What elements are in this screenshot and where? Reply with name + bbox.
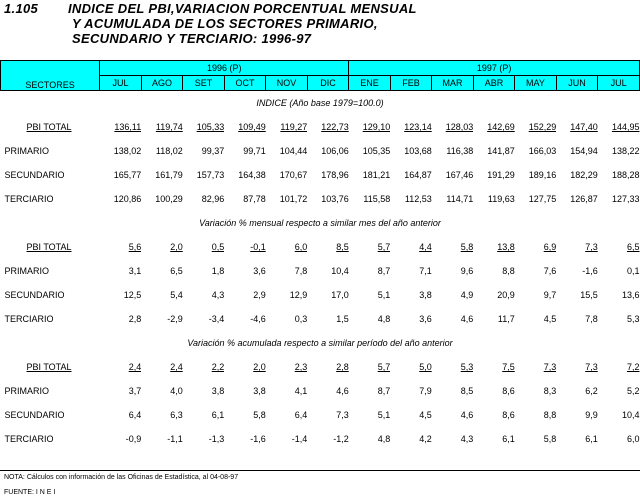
table-cell: -1,6: [582, 266, 598, 276]
table-cell: 178,96: [321, 170, 349, 180]
table-cell: -1,3: [208, 434, 225, 444]
row-label: PBI TOTAL: [26, 362, 72, 372]
table-cell: 166,03: [528, 146, 557, 156]
table-cell: 115,58: [363, 194, 391, 204]
table-cell: 6,9: [543, 242, 557, 252]
table-cell: 144,95: [611, 122, 640, 132]
table-cell: 138,02: [113, 146, 142, 156]
table-cell: 4,2: [419, 434, 432, 444]
table-row: [1, 187, 640, 211]
table-cell: 5,3: [460, 362, 474, 372]
table-cell: 6,1: [502, 434, 515, 444]
table-cell: 3,6: [253, 266, 266, 276]
table-cell: -3,4: [208, 314, 225, 324]
row-label: TERCIARIO: [4, 434, 54, 444]
table-cell: 4,5: [543, 314, 557, 324]
table-cell: 119,74: [155, 122, 183, 132]
table-cell: 8,3: [543, 386, 557, 396]
pbi-table: [0, 60, 640, 451]
section-title: INDICE (Año base 1979=100.0): [256, 98, 384, 108]
row-label: TERCIARIO: [4, 194, 54, 204]
table-row: [1, 115, 640, 139]
table-cell: 9,9: [585, 410, 598, 420]
section-title-row: [1, 331, 640, 355]
table-cell: 136,11: [114, 122, 142, 132]
table-row: [1, 355, 640, 379]
table-cell: 122,73: [321, 122, 349, 132]
table-cell: 119,27: [280, 122, 308, 132]
table-cell: 4,8: [377, 314, 391, 324]
table-cell: 170,67: [279, 170, 308, 180]
table-cell: 8,5: [336, 242, 349, 252]
table-cell: 2,8: [128, 314, 142, 324]
table-cell: 5,3: [626, 314, 640, 324]
table-cell: 105,33: [196, 122, 225, 132]
table-cell: 5,4: [170, 290, 183, 300]
table-cell: 8,7: [377, 386, 391, 396]
table-cell: 154,94: [570, 146, 598, 156]
table-cell: 17,0: [331, 290, 349, 300]
row-label: PRIMARIO: [4, 266, 50, 276]
table-cell: 4,6: [336, 386, 349, 396]
table-cell: 4,6: [460, 410, 474, 420]
document-title: [4, 1, 417, 46]
table-cell: 105,35: [362, 146, 391, 156]
table-cell: 4,3: [211, 290, 225, 300]
section-title: Variación % mensual respecto a similar mes del año anterior: [199, 218, 441, 228]
table-cell: 4,0: [170, 386, 183, 396]
table-cell: 4,6: [460, 314, 474, 324]
header-month: OCT: [224, 76, 266, 91]
table-cell: 181,21: [362, 170, 391, 180]
row-label: SECUNDARIO: [4, 170, 65, 180]
section-title-row: [1, 91, 640, 116]
header-month: NOV: [266, 76, 308, 91]
table-cell: 7,5: [502, 362, 515, 372]
table-cell: 8,6: [502, 386, 515, 396]
table-cell: 7,3: [585, 242, 598, 252]
table-row: [1, 403, 640, 427]
table-cell: 8,8: [543, 410, 557, 420]
table-cell: 5,8: [253, 410, 266, 420]
table-cell: 147,40: [570, 122, 598, 132]
row-label: SECUNDARIO: [4, 290, 65, 300]
header-month: JUL: [100, 76, 142, 91]
table-cell: 167,46: [445, 170, 474, 180]
row-label: PBI TOTAL: [26, 122, 72, 132]
table-cell: 103,68: [404, 146, 432, 156]
header-year-1996: 1996 (P): [100, 61, 349, 76]
row-label: PRIMARIO: [4, 146, 50, 156]
table-cell: 126,87: [570, 194, 598, 204]
table-cell: 1,8: [211, 266, 225, 276]
table-cell: 114,71: [446, 194, 474, 204]
table-cell: 5,2: [626, 386, 640, 396]
header-month: AGO: [141, 76, 183, 91]
table-cell: 3,6: [419, 314, 432, 324]
table-cell: 7,8: [585, 314, 598, 324]
title-line-2: Y ACUMULADA DE LOS SECTORES PRIMARIO,: [72, 16, 378, 31]
table-cell: 6,5: [170, 266, 183, 276]
table-cell: -0,1: [250, 242, 266, 252]
table-cell: 2,0: [253, 362, 266, 372]
table-cell: 2,0: [170, 242, 183, 252]
table-row: [1, 259, 640, 283]
table-cell: 189,16: [528, 170, 557, 180]
header-row-years: [1, 61, 640, 76]
row-label: SECUNDARIO: [4, 410, 65, 420]
table-cell: 9,6: [460, 266, 474, 276]
table-cell: 2,8: [336, 362, 349, 372]
table-cell: 5,6: [128, 242, 142, 252]
table-cell: 87,78: [243, 194, 266, 204]
table-cell: 8,7: [377, 266, 391, 276]
table-cell: 103,76: [321, 194, 349, 204]
table-cell: 1,5: [336, 314, 349, 324]
table-cell: -2,9: [167, 314, 183, 324]
table-row: [1, 235, 640, 259]
table-cell: -1,1: [167, 434, 183, 444]
table-cell: 4,1: [294, 386, 308, 396]
header-month: JUN: [556, 76, 598, 91]
table-cell: 116,38: [446, 146, 474, 156]
table-cell: -4,6: [250, 314, 266, 324]
table-cell: 6,1: [211, 410, 225, 420]
table-cell: 20,9: [497, 290, 515, 300]
table-row: [1, 283, 640, 307]
table-cell: 106,06: [321, 146, 349, 156]
table-cell: 3,8: [211, 386, 225, 396]
table-cell: 6,0: [626, 434, 640, 444]
table-cell: 129,10: [362, 122, 391, 132]
table-cell: 2,3: [294, 362, 308, 372]
table-cell: 191,29: [487, 170, 515, 180]
row-label: PRIMARIO: [4, 386, 50, 396]
table-cell: 138,22: [611, 146, 640, 156]
table-cell: 101,72: [279, 194, 308, 204]
footer-source: FUENTE: I N E I: [4, 489, 56, 496]
table-cell: 127,75: [528, 194, 557, 204]
header-month: ABR: [473, 76, 515, 91]
table-cell: 11,7: [497, 314, 515, 324]
table-cell: 13,8: [497, 242, 515, 252]
table-cell: 4,5: [419, 410, 432, 420]
table-cell: 6,1: [585, 434, 598, 444]
header-year-1997: 1997 (P): [349, 61, 640, 76]
table-cell: 5,1: [377, 410, 391, 420]
table-cell: 161,79: [155, 170, 183, 180]
table-cell: 3,8: [253, 386, 266, 396]
table-body: [1, 91, 640, 452]
table-cell: 4,9: [460, 290, 474, 300]
table-cell: 2,9: [253, 290, 266, 300]
table-cell: 5,8: [543, 434, 557, 444]
table-cell: 7,8: [294, 266, 308, 276]
table-row: [1, 163, 640, 187]
table-cell: -1,2: [333, 434, 349, 444]
table-cell: 9,7: [543, 290, 557, 300]
table-cell: 7,6: [543, 266, 557, 276]
table-cell: -1,6: [250, 434, 266, 444]
table-cell: 6,0: [294, 242, 308, 252]
table-cell: 2,4: [128, 362, 142, 372]
table-cell: 7,1: [419, 266, 432, 276]
table-cell: 5,7: [377, 362, 391, 372]
table-cell: 7,2: [626, 362, 640, 372]
table-cell: 128,03: [445, 122, 474, 132]
table-cell: 164,87: [404, 170, 432, 180]
table-row: [1, 427, 640, 451]
table-cell: 2,4: [170, 362, 183, 372]
title-number: 1.105: [4, 1, 39, 16]
table-cell: 157,73: [196, 170, 225, 180]
header-sectores: SECTORES: [1, 61, 100, 91]
table-cell: 165,77: [113, 170, 142, 180]
header-month: SET: [183, 76, 225, 91]
table-cell: 99,37: [201, 146, 225, 156]
table-cell: 3,7: [128, 386, 142, 396]
row-label: PBI TOTAL: [26, 242, 72, 252]
table-cell: 8,8: [502, 266, 515, 276]
footer-divider: [0, 470, 640, 471]
table-row: [1, 139, 640, 163]
table-row: [1, 379, 640, 403]
table-cell: 8,6: [502, 410, 515, 420]
table-cell: 82,96: [201, 194, 225, 204]
table-cell: 6,4: [128, 410, 142, 420]
title-line-1: INDICE DEL PBI,VARIACION PORCENTUAL MENSUAL: [68, 1, 417, 16]
table-cell: 100,29: [155, 194, 183, 204]
table-cell: 0,5: [211, 242, 225, 252]
header-month: MAR: [432, 76, 474, 91]
table-cell: 10,4: [621, 410, 640, 420]
table-cell: 3,8: [419, 290, 432, 300]
header-month: MAY: [515, 76, 557, 91]
table-cell: 141,87: [487, 146, 515, 156]
table-cell: 119,63: [487, 194, 515, 204]
table-cell: 6,5: [626, 242, 640, 252]
header-month: JUL: [598, 76, 640, 91]
table-cell: 0,3: [294, 314, 308, 324]
table-cell: 164,38: [238, 170, 266, 180]
table-cell: 188,28: [611, 170, 640, 180]
table-cell: 7,3: [585, 362, 598, 372]
table-cell: 112,53: [404, 194, 432, 204]
table-cell: 12,5: [123, 290, 142, 300]
table-cell: 3,1: [128, 266, 142, 276]
table-cell: 6,2: [585, 386, 598, 396]
table-cell: 99,71: [243, 146, 266, 156]
header-month: DIC: [307, 76, 349, 91]
table-cell: 5,8: [460, 242, 474, 252]
section-title-row: [1, 211, 640, 235]
table-cell: 6,4: [294, 410, 308, 420]
table-row: [1, 307, 640, 331]
table-cell: 152,29: [528, 122, 557, 132]
table-cell: 2,2: [211, 362, 225, 372]
title-line-3: SECUNDARIO Y TERCIARIO: 1996-97: [72, 31, 312, 46]
table-cell: 8,5: [460, 386, 474, 396]
table-cell: 4,4: [419, 242, 432, 252]
table-cell: 15,5: [580, 290, 598, 300]
table-cell: 13,6: [621, 290, 640, 300]
table-cell: 6,3: [170, 410, 183, 420]
table-cell: 4,8: [377, 434, 391, 444]
table-cell: -0,9: [125, 434, 142, 444]
table-cell: 109,49: [238, 122, 266, 132]
footer-note: NOTA: Cálculos con información de las Oficinas de Estadística, al 04-08-97: [4, 474, 239, 481]
table-cell: 10,4: [331, 266, 349, 276]
table-cell: 5,1: [377, 290, 391, 300]
table-cell: 120,86: [113, 194, 142, 204]
table-cell: 4,3: [460, 434, 474, 444]
table-cell: 118,02: [155, 146, 183, 156]
table-cell: -1,4: [291, 434, 308, 444]
row-label: TERCIARIO: [4, 314, 54, 324]
table-cell: 104,44: [279, 146, 308, 156]
table-cell: 7,3: [543, 362, 557, 372]
table-cell: 123,14: [404, 122, 432, 132]
table-cell: 127,33: [611, 194, 640, 204]
table-cell: 5,0: [419, 362, 432, 372]
header-month: ENE: [349, 76, 391, 91]
table-cell: 7,3: [336, 410, 349, 420]
section-title: Variación % acumulada respecto a similar período del año anterior: [187, 338, 453, 348]
table-cell: 182,29: [570, 170, 598, 180]
table-cell: 0,1: [626, 266, 640, 276]
table-cell: 12,9: [289, 290, 308, 300]
table-cell: 7,9: [419, 386, 432, 396]
table-cell: 142,69: [487, 122, 515, 132]
table-cell: 5,7: [377, 242, 391, 252]
header-month: FEB: [390, 76, 432, 91]
